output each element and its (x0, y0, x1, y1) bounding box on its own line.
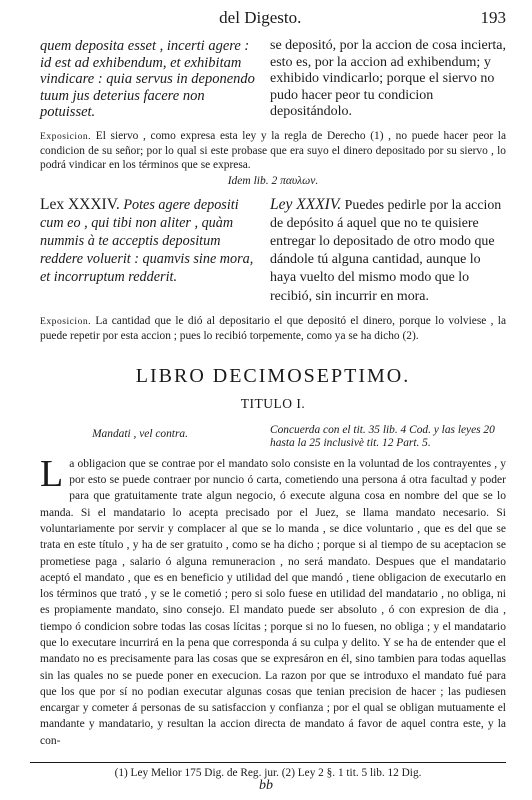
exposition-text: El siervo , como expresa esta ley y la regla de Derecho (1) , no puede hacer peor la condicion de su señor; por lo qual si este probase que era suyo el dinero depositado por su siervo , lo podrá vindicar en los términos que se expresa. (40, 129, 506, 171)
book-title: LIBRO DECIMOSEPTIMO. (135, 364, 411, 387)
idem-reference (40, 175, 506, 187)
signature-mark: bb (259, 778, 273, 793)
top-parallel-text (40, 38, 506, 121)
spanish-column-top: se depositó, por la accion de cosa incierta, esto es, por la accion ad exhibendum; y exhibido vindicarlo; porque el siervo no pudo hacer peor tu condicion depositándolo. (270, 38, 506, 119)
latin-column-top: quem deposita esset , incerti agere : id est ad exhibendum, et exhibitam vindicare : quia servus in deponendo tuum jus deterius facere non potuisset. (40, 38, 255, 120)
lex-34-spanish-heading: Ley XXXIV. (270, 195, 342, 213)
main-body-paragraph (40, 452, 506, 749)
title-subheading-row (40, 424, 506, 450)
idem-ref: lib. 2 παυλων. (253, 174, 319, 187)
running-title: del Digesto. (219, 8, 302, 27)
page-header (40, 8, 506, 38)
drop-cap: L (40, 452, 64, 495)
idem-label: Idem (227, 174, 251, 187)
book-page (40, 8, 506, 749)
lex-34-parallel-text (40, 187, 506, 306)
exposition-paragraph-2 (40, 314, 506, 343)
exposition-label: Exposicion. (40, 315, 92, 327)
exposition-paragraph-1 (40, 129, 506, 172)
lex-34-latin-heading: Lex XXXIV. (40, 195, 120, 213)
lex-34-latin-text: Potes agere depositi cum eo , qui tibi non aliter , quàm nummis à te acceptis depositum reddere voluerit : quamvis sine mora, et incorruptum redderit. (40, 196, 254, 286)
body-text: a obligacion que se contrae por el mandato solo consiste en la voluntad de los contrayentes , y por esto se puede contraer por nuncio ó carta, cometiendo una persona á otra facultad y poder para que gratuitamente trate algun negocio, ó execute alguna cosa en nombre del que se lo manda. Si el mandatario lo acepta precisado por el Juez, se llama mandato necesario. Si voluntariamente por servir y complacer al que se lo manda , se dice voluntario , que es del que se trata en este título , y ha de ser gratuito , como se ha dicho ; porque si al tiempo de su aceptacion se prometiese paga , salario ó alguna remuneracion , no será mandato. Despues que el mandatario aceptó el mandato , que es en beneficio y utilidad del que mandó , tiene obligacion de executarlo en los términos que trató , y se le cometió ; pero si solo fuese en utilidad del mandatario , no obliga, ni es propiamente mandato, sino consejo. El mandato puede ser absoluto , ó con expresion de dia , tiempo ó condicion sobre todas las cosas lícitas ; porque si no lo fuesen, no obliga ; y el mandatario que lo executare incurrirá en la pena que corresponda á su culpa y delito. Y se ha de entender que el mandato no es precisamente para las cosas que se expresáron en él, sino tambien para todas aquellas sin las quales no se puede poner en execucion. La razon por que se introduxo el mandato fué para que los que por sí no podian executar algunas cosas que tenian precision de hacer ; las pudiesen encargar y cometer á personas de su satisfaccion y confianza ; por el qual se obligan mutuamente el mandante y mandatario, y resultan la accion directa de mandato á favor de aquel contra este, y la con- (40, 457, 506, 747)
footnotes: (1) Ley Melior 175 Dig. de Reg. jur. (2) Ley 2 §. 1 tit. 5 lib. 12 Dig. (30, 762, 506, 779)
lex-34-latin (40, 196, 262, 306)
exposition-text: La cantidad que le dió al depositario el que depositó el dinero, porque lo volviese , la puede repetir por esta accion ; pues lo recibió torpemente, como ya se ha dicho (2). (40, 314, 506, 342)
titulo-heading: TITULO I. (240, 395, 306, 411)
lex-34-spanish (270, 196, 506, 306)
exposition-label: Exposicion. (40, 130, 92, 142)
concordance-note: Concuerda con el tit. 35 lib. 4 Cod. y las leyes 20 hasta la 25 inclusivè tit. 12 Part. 5. (270, 423, 495, 449)
lex-34-spanish-text: Puedes pedirle por la accion de depósito á aquel que no te quisiere entregar lo depositado de otro modo que dándole tú alguna cantidad, aunque lo haya vuelto del mismo modo que lo recibió, sin incurrir en mora. (270, 197, 502, 304)
page-number: 193 (480, 8, 506, 27)
subject-heading: Mandati , vel contra. (92, 427, 188, 440)
